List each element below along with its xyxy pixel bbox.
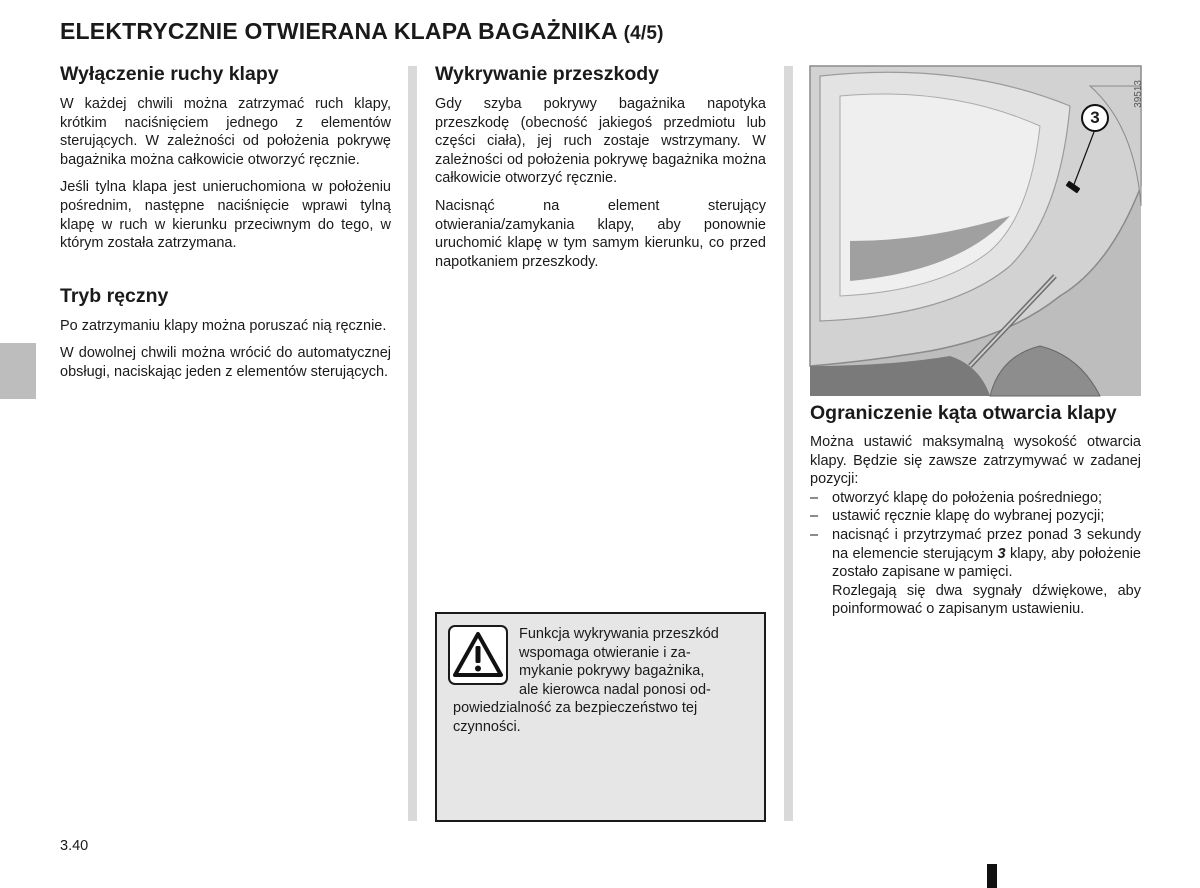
callout-3: 3 xyxy=(1081,104,1109,132)
warning-line: ale kierowca nadal ponosi od- xyxy=(519,681,711,698)
warning-line: powiedzialność za bezpieczeństwo tej xyxy=(453,700,698,717)
figure-code: 39513 xyxy=(1133,80,1144,108)
column-divider xyxy=(784,66,793,821)
paragraph: Gdy szyba pokrywy bagażnika napotyka przeszkodę (obecność jakiegoś przedmiotu lub części ciała), jej ruch zostaje wstrzymany. W zależności od położenia pokrywę bagażnika można całkowicie otworzyć ręcznie. xyxy=(435,96,766,187)
section-heading: Ograniczenie kąta otwarcia klapy xyxy=(810,402,1117,424)
column-1 xyxy=(60,62,391,391)
list-item xyxy=(810,526,1141,582)
steps-list xyxy=(810,489,1141,619)
warning-text xyxy=(453,625,752,737)
list-item: – ustawić ręcznie klapę do wybranej pozycji; xyxy=(810,507,1141,526)
section-heading: Tryb ręczny xyxy=(60,284,169,307)
list-item-note: Rozlegają się dwa sygnały dźwiękowe, aby poinformować o zapisanym ustawieniu. xyxy=(832,582,1141,618)
section-heading: Wyłączenie ruchy klapy xyxy=(60,63,279,85)
page-title-text: ELEKTRYCZNIE OTWIERANA KLAPA BAGAŻNIKA xyxy=(60,18,618,44)
list-item-text: nacisnąć i przytrzymać przez ponad 3 sekundy na elemencie sterującym xyxy=(832,526,1141,562)
column-divider xyxy=(408,66,417,821)
list-item-text: klapy, aby położenie zostało zapisane w pamięci. xyxy=(832,545,1141,581)
column-2 xyxy=(435,62,766,280)
tailgate-illustration xyxy=(810,66,1144,396)
paragraph: Jeśli tylna klapa jest unieruchomiona w położeniu pośrednim, następne naciśnięcie wprawi tylną klapę w ruch w kierunku przeciwnym do tego, w którym została zatrzymana. xyxy=(60,179,391,252)
paragraph: W każdej chwili można zatrzymać ruch klapy, krótkim naciśnięciem jednego z elementów sterujących. W zależności od położenia pokrywę bagażnika można całkowicie otworzyć ręcznie. xyxy=(60,96,391,168)
warning-line: wspomaga otwieranie i za- xyxy=(519,644,691,661)
column-3 xyxy=(810,401,1141,619)
warning-line: czynności. xyxy=(453,718,521,735)
warning-box xyxy=(435,612,766,822)
section-heading: Wykrywanie przeszkody xyxy=(435,63,659,85)
paragraph: W dowolnej chwili można wrócić do automatycznej obsługi, naciskając jeden z elementów sterujących. xyxy=(60,345,391,380)
page-number: 3.40 xyxy=(60,838,89,854)
list-item: – otworzyć klapę do położenia pośredniego; xyxy=(810,489,1141,508)
warning-line: mykanie pokrywy bagażnika, xyxy=(519,663,705,680)
control-number: 3 xyxy=(997,545,1006,562)
corner-mark xyxy=(987,864,997,888)
paragraph: Można ustawić maksymalną wysokość otwarcia klapy. Będzie się zawsze zatrzymywać w zadanej pozycji: xyxy=(810,434,1141,488)
paragraph: Nacisnąć na element sterujący otwierania/zamykania klapy, aby ponownie uruchomić klapę w tym samym kierunku, co przed napotkaniem przeszkody. xyxy=(435,197,766,270)
paragraph: Po zatrzymaniu klapy można poruszać nią ręcznie. xyxy=(60,317,387,334)
warning-line: Funkcja wykrywania przeszkód xyxy=(519,626,719,642)
page-title-part: (4/5) xyxy=(623,23,664,44)
chapter-tab xyxy=(0,343,36,399)
page-title xyxy=(60,18,664,45)
